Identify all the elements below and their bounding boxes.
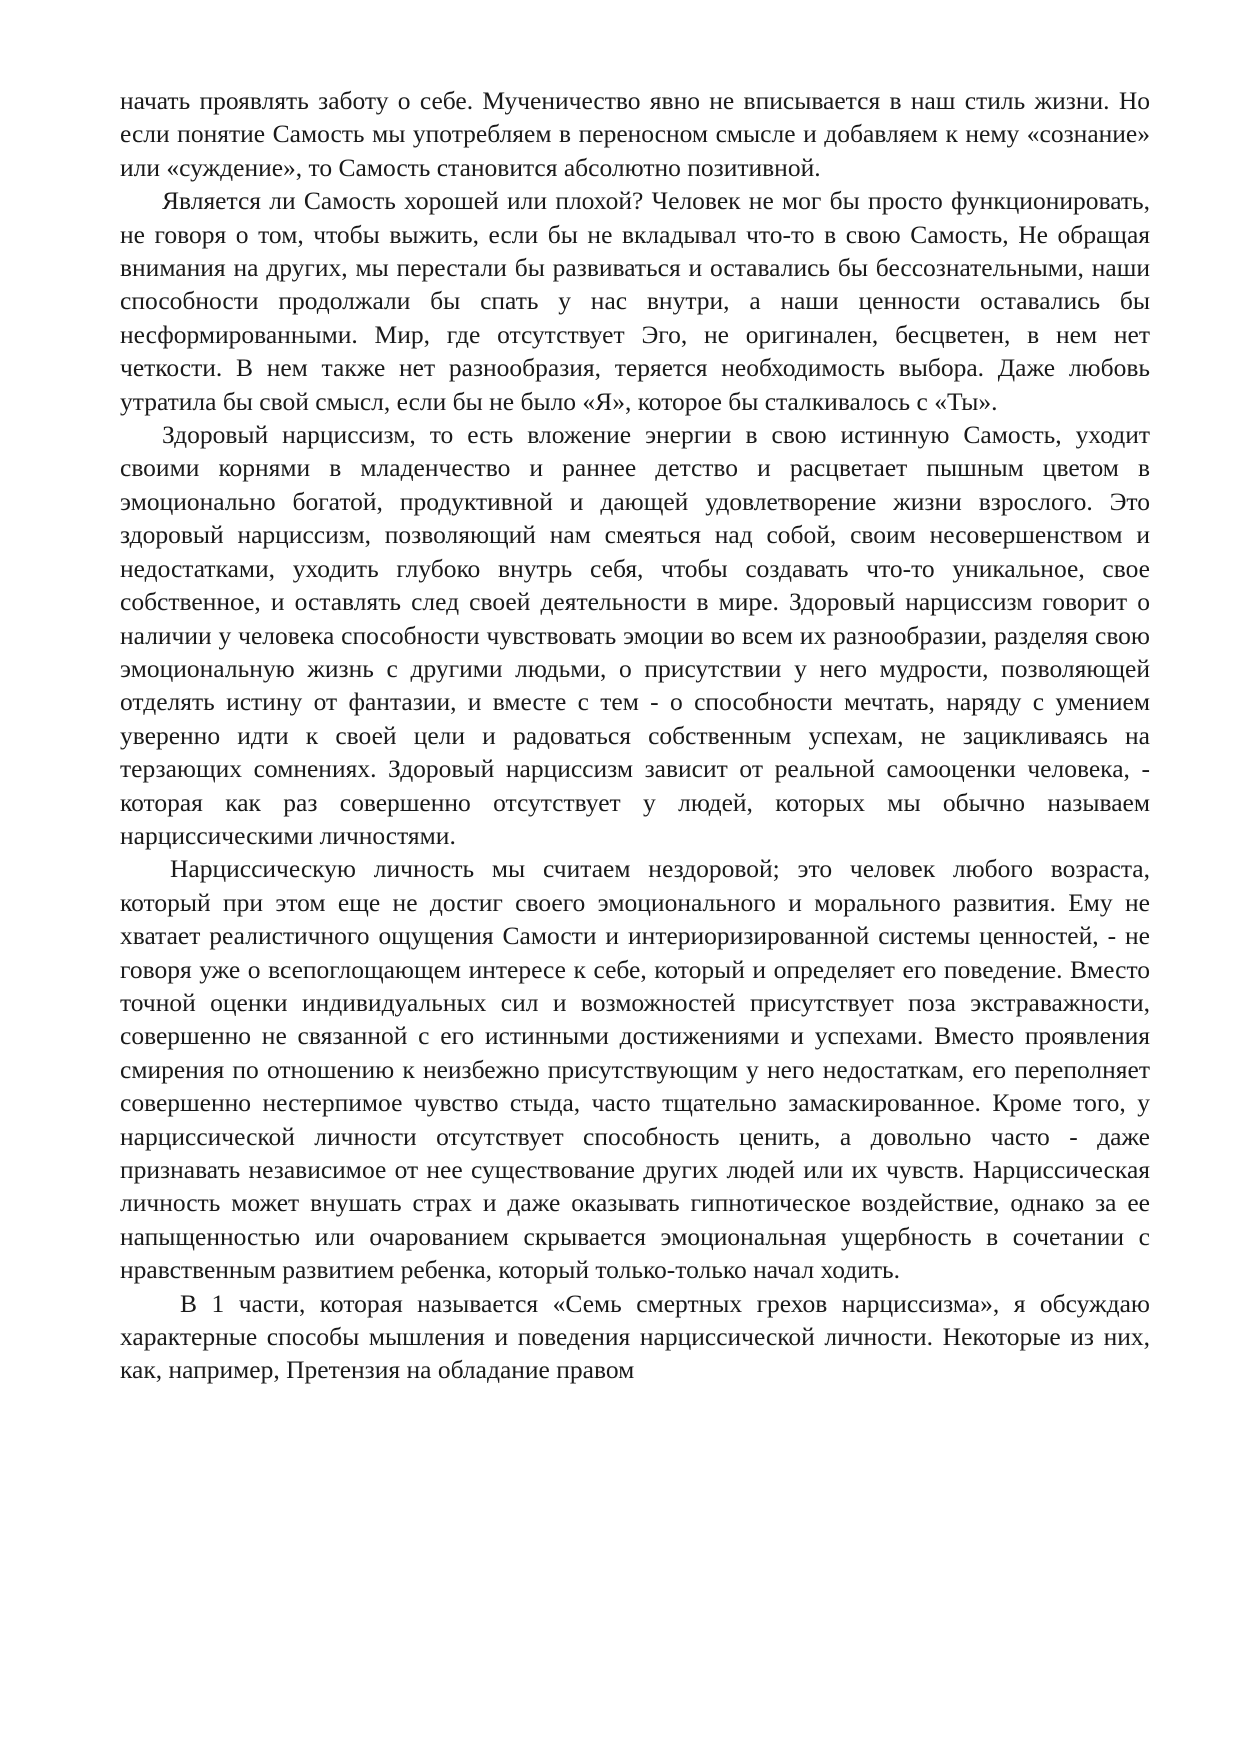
paragraph-part-one-intro: В 1 части, которая называется «Семь смертных грехов нарциссизма», я обсуждаю характерные способы мышления и поведения нарциссической личности. Некоторые из них, как, например, Претензия на обладание правом bbox=[120, 1288, 1150, 1385]
paragraph-continuation: начать проявлять заботу о себе. Мученичество явно не вписывается в наш стиль жизни. Но если понятие Самость мы употребляем в переносном смысле и добавляем к нему «сознание» или «суждение», то Самость становится абсолютно позитивной. bbox=[120, 86, 1150, 182]
paragraph-healthy-narcissism: Здоровый нарциссизм, то есть вложение энергии в свою истинную Самость, уходит своими корнями в младенчество и раннее детство и расцветает пышным цветом в эмоционально богатой, продуктивной и дающей удовлетворение жизни взрослого. Это здоровый нарциссизм, позволяющий нам смеяться над собой, своим несовершенством и недостатками, уходить глубоко внутрь себя, чтобы создавать что-то уникальное, свое собственное, и оставлять след своей деятельности в мире. Здоровый нарциссизм говорит о наличии у человека способности чувствовать эмоции во всем их разнообразии, разделяя свою эмоциональную жизнь с другими людьми, о присутствии у него мудрости, позволяющей отделять истину от фантазии, и вместе с тем - о способности мечтать, наряду с умением уверенно идти к своей цели и радоваться собственным успехам, не зацикливаясь на терзающих сомнениях. Здоровый нарциссизм зависит от реальной самооценки человека, - которая как раз совершенно отсутствует у людей, которых мы обычно называем нарциссическими личностями. bbox=[120, 420, 1150, 850]
document-page bbox=[120, 84, 1150, 1387]
paragraph-narcissistic-personality: Нарциссическую личность мы считаем нездоровой; это человек любого возраста, который при этом еще не достиг своего эмоционального и морального развития. Ему не хватает реалистичного ощущения Самости и интериоризированной системы ценностей, - не говоря уже о всепоглощающем интересе к себе, который и определяет его поведение. Вместо точной оценки индивидуальных сил и возможностей присутствует поза экстраважности, совершенно не связанной с его истинными достижениями и успехами. Вместо проявления смирения по отношению к неизбежно присутствующим у него недостаткам, его переполняет совершенно нестерпимое чувство стыда, часто тщательно замаскированное. Кроме того, у нарциссической личности отсутствует способность ценить, а довольно часто - даже признавать независимое от нее существование других людей или их чувств. Нарциссическая личность может внушать страх и даже оказывать гипнотическое воздействие, однако за ее напыщенностью или очарованием скрывается эмоциональная ущербность в сочетании с нравственным развитием ребенка, который только-только начал ходить. bbox=[120, 854, 1150, 1285]
paragraph-self-good-or-bad: Является ли Самость хорошей или плохой? Человек не мог бы просто функционировать, не говоря о том, чтобы выжить, если бы не вкладывал что-то в свою Самость, Не обращая внимания на других, мы перестали бы развиваться и оставались бы бессознательными, наши способности продолжали бы спать у нас внутри, а наши ценности оставались бы несформированными. Мир, где отсутствует Эго, не оригинален, бесцветен, в нем нет четкости. В нем также нет разнообразия, теряется необходимость выбора. Даже любовь утратила бы свой смысл, если бы не было «Я», которое бы сталкивалось с «Ты». bbox=[120, 186, 1150, 416]
